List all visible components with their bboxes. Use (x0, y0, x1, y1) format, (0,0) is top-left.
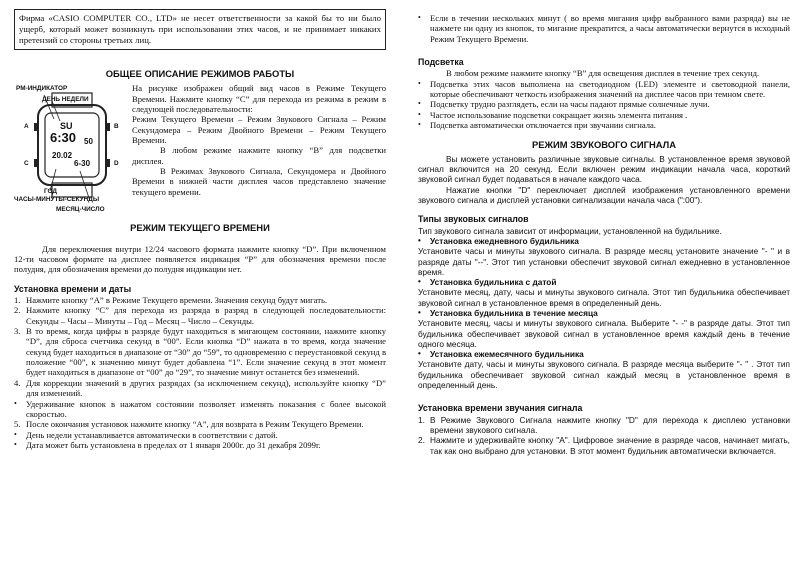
list-item-text: В то время, когда цифры в разряде будут находиться в мигающем состоянии, нажмите кнопку “D”, для сброса счетчика секунд в “00”. Если кнопка “D” нажата в то время, когда значение секунд будет находиться в диапазоне от “30” до “59”, то одновременно с переустановкой секунд в положение “00”, к значению минут будет добавлена “1”. Если значение секунд в этот момент будет находиться в диапазоне от “00” до “29”, то значение минут останется без изменений. (26, 326, 386, 378)
display-day: SU (60, 121, 73, 132)
list-item (14, 430, 386, 440)
list-item (14, 295, 386, 305)
alarm-types-title: Типы звуковых сигналов (418, 214, 529, 225)
current-time-mode-title: РЕЖИМ ТЕКУЩЕГО ВРЕМЕНИ (130, 222, 270, 234)
list-marker: 3. (14, 326, 21, 337)
list-item-text: Подсветка автоматически отключается при звучании сигнала. (430, 120, 656, 131)
time-date-setting-title: Установка времени и даты (14, 283, 132, 294)
left-column (14, 0, 386, 450)
bullet-marker: • (418, 78, 421, 88)
backlight-para: В любом режиме нажмите кнопку “B” для освещения дисплея в течение трех секунд. (446, 68, 760, 79)
pm-indicator-label: PM-ИНДИКАТОР (16, 85, 68, 93)
time-date-setting-list (14, 295, 386, 450)
list-marker: 1. (14, 295, 21, 306)
list-item-text: Частое использование подсветки сокращает жизнь элемента питания . (430, 109, 688, 120)
button-c-label: C (24, 160, 29, 168)
list-item (14, 326, 386, 378)
general-para: На рисунке изображен общий вид часов в Режиме Текущего Времени. Нажмите кнопку “C” для перехода из режима в режим в следующей последовательности: (132, 83, 386, 115)
year-label: ГОД (44, 188, 57, 196)
list-item-text: Нажмите кнопку “C” для перехода из разряда в разряд в следующей последовательности: Секунды – Часы – Минуты – Год – Месяц – Число – Секунды. (26, 305, 386, 326)
list-item (14, 378, 386, 399)
list-item-text: Нажмите и удерживайте кнопку "A". Цифровое значение в разряде часов, начинает мигать, так как оно выбрано для установки. В этот момент будильник автоматически включается. (430, 435, 790, 456)
list-item (418, 110, 790, 120)
alarm-time-setting-list (418, 415, 790, 456)
list-item (14, 305, 386, 326)
list-item (418, 99, 790, 109)
hours-minutes-seconds-label: ЧАСЫ-МИНУТЫ-СЕКУНДЫ (14, 196, 100, 204)
list-marker: 1. (418, 414, 425, 425)
disclaimer-box (14, 9, 386, 50)
list-marker: • (14, 429, 17, 439)
list-item (418, 79, 790, 100)
bullet-marker: • (418, 277, 421, 287)
list-item-text: Для коррекции значений в других разрядах (за исключением секунд), используйте кнопку “D” для изменений. (26, 377, 386, 399)
general-para: В Режимах Звукового Сигнала, Секундомера и Двойного Времени в нижней части дисплея часов представлено значение текущего времени. (132, 166, 386, 197)
list-item (14, 419, 386, 429)
alarm-para: Вы можете установить различные звуковые сигналы. В установленное время звуковой сигнал включится на 20 секунд. Если включен режим индикации начала часа, короткий звуковой сигнал будет подаваться в начале каждого часа. (418, 153, 790, 185)
alarm-type-heading: • Установка будильника в течение месяца (418, 307, 598, 318)
list-item (418, 435, 790, 456)
list-marker: • (14, 439, 17, 449)
list-item-text: День недели устанавливается автоматически в соответствии с датой. (26, 429, 278, 440)
list-item (14, 399, 386, 420)
list-item-text: После окончания установок нажмите кнопку “A”, для возврата в Режим Текущего Времени. (26, 419, 364, 430)
bullet-marker: • (418, 120, 421, 130)
list-item-text: Подсветка этих часов выполнена на светодиодном (LED) элементе и световодной панели, которые обеспечивают четкость изображения значений на дисплее часов при темном свете. (430, 78, 790, 100)
list-item (418, 13, 790, 44)
right-column (418, 0, 790, 456)
watch-section (14, 83, 386, 213)
list-item-text: Дата может быть установлена в пределах от 1 января 2000г. до 31 декабря 2099г. (26, 439, 321, 450)
display-date: 20.02 (52, 151, 73, 161)
display-time: 6:30 (50, 130, 77, 146)
bullet-marker: • (418, 99, 421, 109)
list-marker: 5. (14, 419, 21, 430)
general-description-text (132, 83, 386, 213)
current-time-mode-para: Для переключения внутри 12/24 часового формата нажмите кнопку “D”. При включенном 12-ти часовом формате на дисплее появляется индикация “P” для обозначения времени после полудня, для обозначения времени до полудня индикации нет. (14, 243, 386, 275)
list-item-text: Удерживание кнопок в нажатом состоянии позволяет изменять показания с более высокой скоростью. (26, 398, 386, 419)
list-item (418, 120, 790, 130)
general-description-title: ОБЩЕЕ ОПИСАНИЕ РЕЖИМОВ РАБОТЫ (105, 68, 295, 79)
button-a-label: A (24, 123, 29, 131)
bullet-marker: • (418, 307, 421, 317)
list-marker: 4. (14, 377, 21, 388)
timeout-bullet-text: Если в течении нескольких минут ( во время мигания цифр выбранного вами разряда) вы не нажмете ни одну из кнопок, то мигание прекратится, а часы автоматически вернутся в исходный Режим Текущего Времени. (430, 13, 790, 44)
alarm-type-text: Установите дату, часы и минуты звукового сигнала. В разряде месяца выберите "- " . Этот тип будильника обеспечивает звуковой сигнал каждый месяц в установленное время в определенный день. (418, 359, 790, 391)
list-item (418, 415, 790, 436)
alarm-types-intro: Тип звукового сигнала зависит от информации, установленной на будильнике. (418, 225, 722, 236)
alarm-type-heading: • Установка ежемесячного будильника (418, 349, 584, 360)
display-seconds: 50 (84, 137, 93, 147)
alarm-type-heading: • Установка ежедневного будильника (418, 235, 579, 246)
button-b-label: B (114, 123, 119, 131)
list-item-text: Подсветку трудно разглядеть, если на часы падают прямые солнечные лучи. (430, 99, 710, 110)
list-item-text: В Режиме Звукового Сигнала нажмите кнопку "D" для перехода к дисплею установки времени звукового сигнала. (430, 414, 790, 435)
bullet-marker: • (418, 13, 421, 22)
alarm-type-heading: • Установка будильника с датой (418, 277, 557, 288)
alarm-type-text: Установите часы и минуты звукового сигнала. В разряде месяц установите значение "- " и в разряде даты "--". Этот тип установки обеспечит звуковой сигнал ежедневно в установленное время. (418, 246, 790, 277)
list-item (14, 440, 386, 450)
disclaimer-text: Фирма «CASIO COMPUTER CO., LTD» не несет ответственности за какой бы то ни было ущерб, который может возникнуть при использовании этих часов, и не принимает никаких претензий со стороны третьих лиц. (19, 13, 381, 45)
general-para: Режим Текущего Времени – Режим Звукового Сигнала – Режим Секундомера – Режим Двойного Времени – Режим Текущего Времени. (132, 114, 386, 146)
list-item-text: Нажмите кнопку “A” в Режиме Текущего времени. Значения секунд будут мигать. (26, 295, 328, 306)
alarm-time-setting-title: Установка времени звучания сигнала (418, 403, 583, 414)
alarm-types-list (418, 236, 790, 390)
display-small-time: 6-30 (74, 159, 91, 169)
alarm-type-text: Установите месяц, дату, часы и минуты звукового сигнала. Этот тип будильника обеспечивает звуковой сигнал в установленное время в определенный день. (418, 287, 790, 308)
backlight-title: Подсветка (418, 57, 464, 68)
watch-diagram (14, 83, 126, 213)
list-marker: 2. (14, 305, 21, 316)
alarm-mode-title: РЕЖИМ ЗВУКОВОГО СИГНАЛА (531, 139, 676, 151)
list-marker: 2. (418, 435, 425, 446)
bullet-marker: • (418, 109, 421, 119)
alarm-para: Нажатие кнопки "D" переключает дисплей изображения установленного времени звукового сигнала и дисплей установки сигнализации начала часа (":00"). (418, 184, 790, 205)
general-para: В любом режиме нажмите кнопку “B” для подсветки дисплея. (132, 145, 386, 166)
list-marker: • (14, 398, 17, 408)
bullet-marker: • (418, 349, 421, 359)
month-date-label: МЕСЯЦ-ЧИСЛО (56, 206, 105, 214)
day-of-week-label: ДЕНЬ НЕДЕЛИ (42, 96, 89, 104)
button-d-label: D (114, 160, 119, 168)
bullet-marker: • (418, 235, 421, 245)
alarm-type-text: Установите месяц, часы и минуты звукового сигнала. Выберите "- -" в разряде даты. Этот тип будильника обеспечивает звуковой сигнал в установленное время каждый день в течение одного месяца. (418, 318, 790, 349)
backlight-list (418, 79, 790, 131)
